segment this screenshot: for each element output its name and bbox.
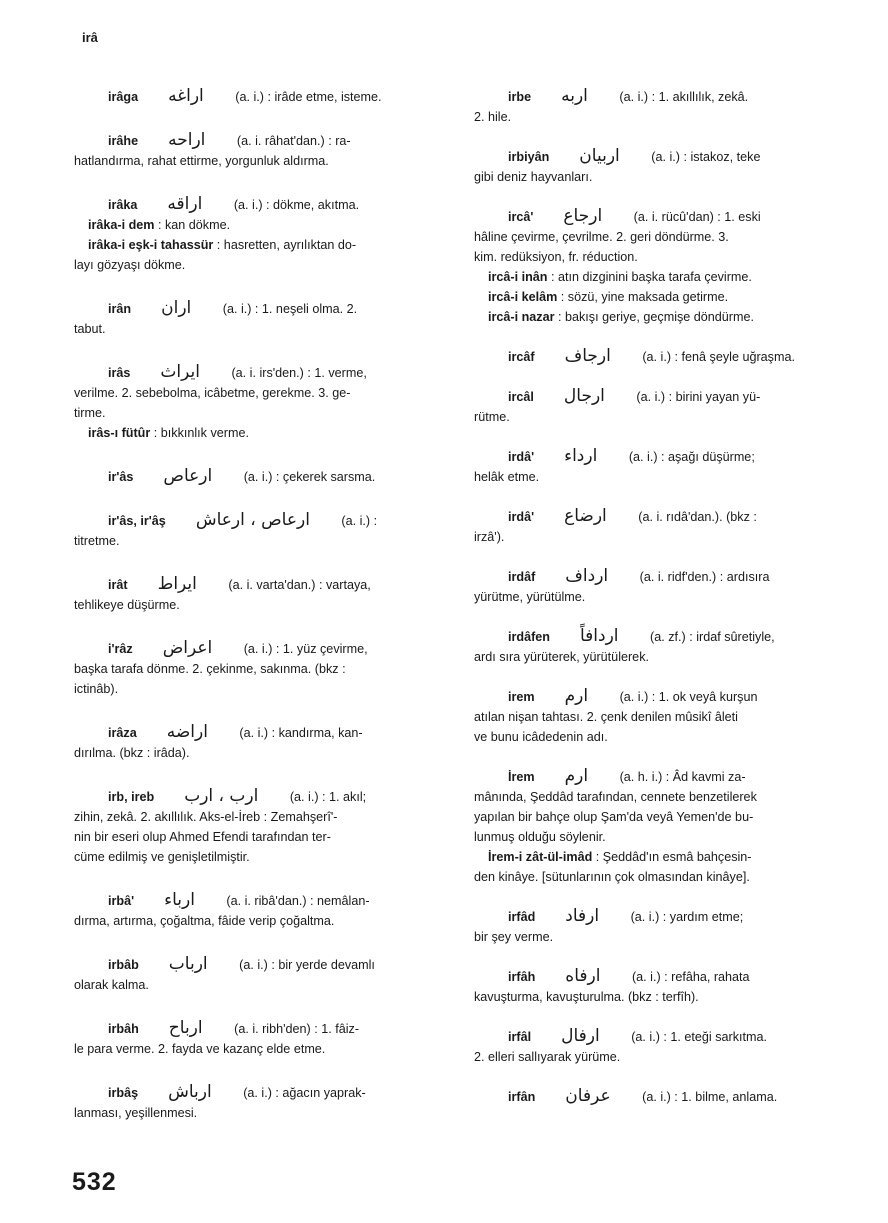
definition-text: (a. i.) : çekerek sarsma. [240, 470, 376, 484]
dictionary-entry [474, 1026, 850, 1067]
entry-first-line [74, 510, 446, 531]
dictionary-entry [74, 1018, 446, 1059]
definition-line: tabut. [74, 322, 106, 336]
arabic-script: اربه [561, 86, 588, 106]
arabic-script: اربيان [579, 146, 620, 166]
definition-line: lunmuş olduğu söylenir. [474, 830, 606, 844]
entry-first-line [474, 86, 850, 107]
arabic-script: ارم [564, 766, 589, 786]
arabic-script: ارداء [564, 446, 598, 466]
definition-line: gibi deniz hayvanları. [474, 170, 593, 184]
dictionary-entry [74, 130, 446, 171]
arabic-script: ارجال [563, 386, 605, 406]
definition-line: kim. redüksiyon, fr. réduction. [474, 250, 638, 264]
entry-first-line [474, 1086, 850, 1107]
entry-first-line [474, 686, 850, 707]
definition-line: rütme. [474, 410, 510, 424]
sub-headword: irâka-i eşk-i tahassür [88, 238, 214, 252]
arabic-script: ارباب [168, 954, 208, 974]
dictionary-entry [74, 510, 446, 551]
entry-first-line [474, 626, 850, 647]
definition-text: (a. i. ridf'den.) : ardısıra [636, 570, 770, 584]
dictionary-entry [74, 194, 446, 275]
dictionary-entry [74, 722, 446, 763]
sub-entry [474, 847, 850, 867]
headword: irfân [508, 1090, 536, 1104]
sub-entry [74, 423, 446, 443]
dictionary-entry [474, 626, 850, 667]
headword: İrem [508, 770, 535, 784]
arabic-script: ارباء [164, 890, 195, 910]
dictionary-entry [474, 506, 850, 547]
headword: irât [108, 578, 128, 592]
entry-first-line [474, 346, 850, 367]
definition-line: atılan nişan tahtası. 2. çenk denilen mûsikî âleti [474, 710, 738, 724]
arabic-script: ارعاص ، ارعاش [195, 510, 310, 530]
dictionary-entry [474, 346, 850, 367]
entry-first-line [74, 362, 446, 383]
definition-text: (a. i.) : 1. bilme, anlama. [638, 1090, 778, 1104]
definition-text: (a. i.) : 1. akıl; [286, 790, 367, 804]
headword: irbâ' [108, 894, 135, 908]
dictionary-entry [474, 86, 850, 127]
definition-text: (a. i.) : fenâ şeyle uğraşma. [638, 350, 795, 364]
page-number: 532 [72, 1168, 117, 1196]
definition-line: kavuşturma, kavuşturulma. (bkz : terfîh). [474, 990, 699, 1004]
definition-line: 2. hile. [474, 110, 512, 124]
definition-line: dırma, artırma, çoğaltma, fâide verip çoğaltma. [74, 914, 335, 928]
entry-first-line [474, 766, 850, 787]
definition-text: (a. i.) : aşağı düşürme; [625, 450, 755, 464]
definition-text: (a. i. rücû'dan) : 1. eski [630, 210, 761, 224]
entry-first-line [74, 466, 446, 487]
dictionary-entry [74, 298, 446, 339]
definition-text: (a. h. i.) : Âd kavmi za- [616, 770, 746, 784]
headword: ircâl [508, 390, 534, 404]
dictionary-entry [74, 86, 446, 107]
dictionary-entry [474, 206, 850, 327]
definition-text: (a. i. rıdâ'dan.). (bkz : [634, 510, 757, 524]
arabic-script: ارعاص [163, 466, 213, 486]
dictionary-entry [474, 686, 850, 747]
sub-definition-line: den kinâye. [sütunlarının çok olmasından kinâye]. [474, 870, 750, 884]
left-column [74, 86, 446, 1146]
headword: irâs [108, 366, 131, 380]
definition-line: nin bir eseri olup Ahmed Efendi tarafından ter- [74, 830, 331, 844]
entry-first-line [474, 386, 850, 407]
headword: ir'âs [108, 470, 134, 484]
definition-line: yürütme, yürütülme. [474, 590, 586, 604]
definition-line: mânında, Şeddâd tarafından, cennete benzetilerek [474, 790, 757, 804]
entry-first-line [74, 954, 446, 975]
entry-first-line [74, 298, 446, 319]
headword: irâhe [108, 134, 139, 148]
entry-first-line [474, 146, 850, 167]
definition-text: (a. i.) : ağacın yaprak- [239, 1086, 366, 1100]
arabic-script: ايراط [157, 574, 197, 594]
definition-text: (a. i.) : irâde etme, isteme. [231, 90, 382, 104]
definition-text: (a. i. ribâ'dan.) : nemâlan- [222, 894, 370, 908]
dictionary-entry [74, 362, 446, 443]
arabic-script: ارب ، ارب [184, 786, 259, 806]
sub-definition-line: layı gözyaşı dökme. [74, 258, 186, 272]
headword: ircâf [508, 350, 535, 364]
definition-text: (a. i.) : yardım etme; [627, 910, 744, 924]
definition-text: (a. i. varta'dan.) : vartaya, [224, 578, 371, 592]
arabic-script: اراضه [166, 722, 208, 742]
arabic-script: ارباش [168, 1082, 212, 1102]
definition-line: zihin, zekâ. 2. akıllılık. Aks-el-İreb : Zemahşerî'- [74, 810, 338, 824]
definition-line: tehlikeye düşürme. [74, 598, 180, 612]
dictionary-entry [74, 466, 446, 487]
dictionary-entry [474, 766, 850, 887]
definition-text: (a. i.) : kandırma, kan- [235, 726, 363, 740]
headword: irfâd [508, 910, 536, 924]
definition-line: helâk etme. [474, 470, 540, 484]
headword: ir'âs, ir'âş [108, 514, 166, 528]
sub-headword: ircâ-i nazar [488, 310, 555, 324]
definition-line: tirme. [74, 406, 106, 420]
headword: irdâ' [508, 450, 535, 464]
headword: irbiyân [508, 150, 550, 164]
entry-first-line [474, 1026, 850, 1047]
definition-text: (a. i.) : [337, 514, 378, 528]
arabic-script: ايراث [160, 362, 200, 382]
definition-line: hatlandırma, rahat ettirme, yorgunluk aldırma. [74, 154, 329, 168]
headword: irâga [108, 90, 139, 104]
arabic-script: اراقه [167, 194, 203, 214]
definition-text: (a. i.) : istakoz, teke [647, 150, 761, 164]
entry-first-line [474, 446, 850, 467]
dictionary-entry [474, 146, 850, 187]
arabic-script: ارفاه [565, 966, 601, 986]
arabic-script: اراغه [168, 86, 204, 106]
sub-headword: ircâ-i kelâm [488, 290, 558, 304]
definition-line: 2. elleri sallıyarak yürüme. [474, 1050, 621, 1064]
arabic-script: ارجاع [563, 206, 603, 226]
definition-text: (a. i.) : refâha, rahata [628, 970, 750, 984]
headword: irb, ireb [108, 790, 155, 804]
dictionary-entry [74, 954, 446, 995]
entry-first-line [74, 86, 446, 107]
arabic-script: اردافاً [580, 626, 619, 646]
entry-first-line [474, 206, 850, 227]
definition-text: (a. i.) : bir yerde devamlı [235, 958, 375, 972]
sub-entry [74, 235, 446, 255]
arabic-script: اعراض [162, 638, 213, 658]
definition-line: titretme. [74, 534, 120, 548]
running-header: irâ [82, 30, 98, 45]
headword: ircâ' [508, 210, 534, 224]
headword: irbâb [108, 958, 139, 972]
definition-text: (a. i. râhat'dan.) : ra- [233, 134, 351, 148]
sub-entry [74, 215, 446, 235]
entry-first-line [474, 506, 850, 527]
entry-first-line [74, 890, 446, 911]
sub-definition: : hasretten, ayrılıktan do- [213, 238, 357, 252]
dictionary-entry [74, 1082, 446, 1123]
entry-first-line [74, 1018, 446, 1039]
headword: irbâh [108, 1022, 139, 1036]
definition-line: lanması, yeşillenmesi. [74, 1106, 198, 1120]
dictionary-entry [474, 966, 850, 1007]
entry-first-line [74, 130, 446, 151]
headword: irfâl [508, 1030, 532, 1044]
arabic-script: ارفال [561, 1026, 600, 1046]
dictionary-entry [74, 890, 446, 931]
headword: irâka [108, 198, 138, 212]
arabic-script: ارفاد [565, 906, 600, 926]
sub-definition: : atın dizginini başka tarafa çevirme. [547, 270, 752, 284]
definition-text: (a. i.) : 1. eteği sarkıtma. [627, 1030, 767, 1044]
entry-first-line [74, 194, 446, 215]
headword: irdâfen [508, 630, 550, 644]
definition-text: (a. i.) : 1. neşeli olma. 2. [219, 302, 358, 316]
sub-entry [474, 307, 850, 327]
arabic-script: ارم [564, 686, 589, 706]
arabic-script: ارجاف [564, 346, 611, 366]
arabic-script: ارداف [565, 566, 609, 586]
definition-text: (a. i.) : birini yayan yü- [632, 390, 761, 404]
sub-entry [474, 287, 850, 307]
definition-text: (a. i. ribh'den) : 1. fâiz- [230, 1022, 360, 1036]
definition-text: (a. i. irs'den.) : 1. verme, [227, 366, 367, 380]
dictionary-entry [474, 906, 850, 947]
definition-line: irzâ'). [474, 530, 505, 544]
entry-first-line [474, 966, 850, 987]
definition-text: (a. i.) : 1. akıllılık, zekâ. [615, 90, 749, 104]
entry-first-line [74, 574, 446, 595]
right-column [474, 86, 850, 1126]
sub-definition: : bıkkınlık verme. [150, 426, 249, 440]
definition-line: ardı sıra yürüterek, yürütülerek. [474, 650, 649, 664]
entry-first-line [74, 1082, 446, 1103]
headword: i'râz [108, 642, 133, 656]
dictionary-entry [474, 386, 850, 427]
definition-line: bir şey verme. [474, 930, 554, 944]
headword: irâza [108, 726, 137, 740]
entry-first-line [474, 906, 850, 927]
entry-first-line [74, 722, 446, 743]
sub-definition: : bakışı geriye, geçmişe döndürme. [554, 310, 754, 324]
dictionary-entry [74, 638, 446, 699]
headword: irdâf [508, 570, 536, 584]
headword: irdâ' [508, 510, 535, 524]
arabic-script: ارضاع [564, 506, 607, 526]
dictionary-entry [474, 1086, 850, 1107]
arabic-script: عرفان [565, 1086, 611, 1106]
entry-first-line [74, 638, 446, 659]
headword: irbâş [108, 1086, 139, 1100]
sub-headword: irâka-i dem [88, 218, 155, 232]
definition-line: hâline çevirme, çevrilme. 2. geri döndürme. 3. [474, 230, 729, 244]
definition-line: cüme edilmiş ve genişletilmiştir. [74, 850, 250, 864]
arabic-script: اران [161, 298, 192, 318]
definition-line: verilme. 2. sebebolma, icâbetme, gerekme. 3. ge- [74, 386, 351, 400]
definition-line: yapılan bir bahçe olup Şam'da veyâ Yemen'de bu- [474, 810, 754, 824]
entry-first-line [74, 786, 446, 807]
sub-definition: : sözü, yine maksada getirme. [557, 290, 729, 304]
dictionary-entry [74, 574, 446, 615]
definition-line: le para verme. 2. fayda ve kazanç elde etme. [74, 1042, 326, 1056]
dictionary-entry [474, 566, 850, 607]
arabic-script: ارباح [168, 1018, 203, 1038]
definition-line: ve bunu icâdedenin adı. [474, 730, 608, 744]
definition-line: ictinâb). [74, 682, 119, 696]
sub-headword: irâs-ı fütûr [88, 426, 151, 440]
sub-entry [474, 267, 850, 287]
dictionary-entry [74, 786, 446, 867]
definition-text: (a. i.) : 1. yüz çevirme, [240, 642, 368, 656]
headword: irbe [508, 90, 532, 104]
definition-text: (a. zf.) : irdaf sûretiyle, [646, 630, 775, 644]
definition-text: (a. i.) : dökme, akıtma. [230, 198, 360, 212]
definition-text: (a. i.) : 1. ok veyâ kurşun [616, 690, 758, 704]
definition-line: dırılma. (bkz : irâda). [74, 746, 190, 760]
definition-line: başka tarafa dönme. 2. çekinme, sakınma. (bkz : [74, 662, 346, 676]
definition-line: olarak kalma. [74, 978, 149, 992]
sub-headword: İrem-i zât-ül-imâd [488, 850, 593, 864]
headword: irfâh [508, 970, 536, 984]
sub-headword: ircâ-i inân [488, 270, 548, 284]
headword: irân [108, 302, 132, 316]
dictionary-entry [474, 446, 850, 487]
headword: irem [508, 690, 535, 704]
entry-first-line [474, 566, 850, 587]
sub-definition: : Şeddâd'ın esmâ bahçesin- [592, 850, 752, 864]
arabic-script: اراحه [168, 130, 206, 150]
sub-definition: : kan dökme. [154, 218, 231, 232]
